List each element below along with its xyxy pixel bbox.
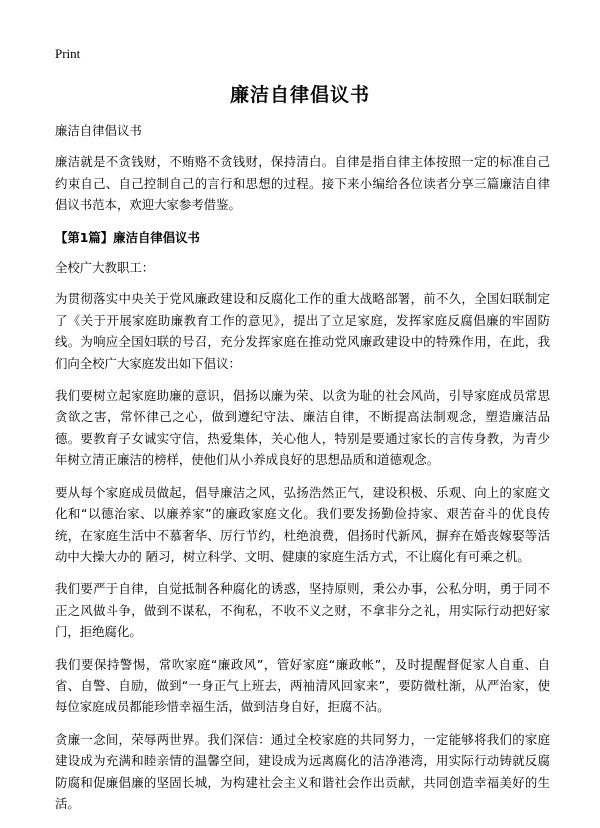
body-paragraph: 要从每个家庭成员做起，倡导廉洁之风，弘扬浩然正气，建设积极、乐观、向上的家庭文化和“以德治家、以廉养家”的廉政家庭文化。我们要发扬勤俭持家、艰苦奋斗的优良传统，在家庭生活中不慕奢华、厉行节约，杜绝浪费，倡扬时代新风，摒弃在婚丧嫁娶等活动中大操大办的 陋习，树立科学、文明、健康的家庭生活方式，不让腐化有可乘之机。 [55,484,550,564]
body-paragraph: 我们要保持警惕，常吹家庭“廉政风”，管好家庭“廉政帐”，及时提醒督促家人自重、自省、自警、自励，做到“一身正气上班去，两袖清风回家来”，要防微杜渐，从严治家，使每位家庭成员都能珍惜幸福生活，做到洁身自好，拒腐不沾。 [55,656,550,715]
body-paragraph: 我们要树立起家庭助廉的意识，倡扬以廉为荣、以贪为耻的社会风尚，引导家庭成员常思贪欲之害，常怀律己之心，做到遵纪守法、廉洁自律，不断提高法制观念，塑造廉洁品德。要教育子女诚实守信，热爱集体，关心他人，特别是要通过家长的言传身教，为青少年树立清正廉洁的榜样，使他们从小养成良好的思想品质和道德观念。 [55,388,550,468]
print-link[interactable]: Print [55,46,81,61]
document-body [55,120,550,825]
body-paragraph: 为贯彻落实中央关于党风廉政建设和反腐化工作的重大战略部署，前不久，全国妇联制定了《关于开展家庭助廉教育工作的意见》，提出了立足家庭，发挥家庭反腐倡廉的牢固防线。为响应全国妇联的号召，充分发挥家庭在推动党风廉政建设中的特殊作用，在此，我们向全校广大家庭发出如下倡议： [55,291,550,371]
section-heading: 【第1篇】廉洁自律倡议书 [55,229,200,245]
body-paragraph: 我们要严于自律，自觉抵制各种腐化的诱惑，坚持原则，秉公办事，公私分明，勇于同不正之风做斗争，做到不谋私，不徇私，不收不义之财，不拿非分之礼，用实际行动把好家门，拒绝腐化。 [55,581,550,640]
salutation: 全校广大教职工： [55,260,155,276]
intro-paragraph: 廉洁就是不贪钱财，不贿赂不贪钱财，保持清白。自律是指自律主体按照一定的标准自己约束自己、自己控制自己的言行和思想的过程。接下来小编给各位读者分享三篇廉洁自律倡议书范本，欢迎大家参考借鉴。 [55,154,550,213]
page-title: 廉洁自律倡议书 [229,84,370,106]
body-paragraph: 贪廉一念间，荣辱两世界。我们深信：通过全校家庭的共同努力，一定能够将我们的家庭建设成为充满和睦亲情的温馨空间，建设成为远离腐化的洁净港湾，用实际行动铸就反腐防腐和促廉倡廉的坚固长城，为构建社会主义和谐社会作出贡献，共同创造幸福美好的生活。 [55,731,550,811]
document-subtitle: 廉洁自律倡议书 [55,123,142,138]
